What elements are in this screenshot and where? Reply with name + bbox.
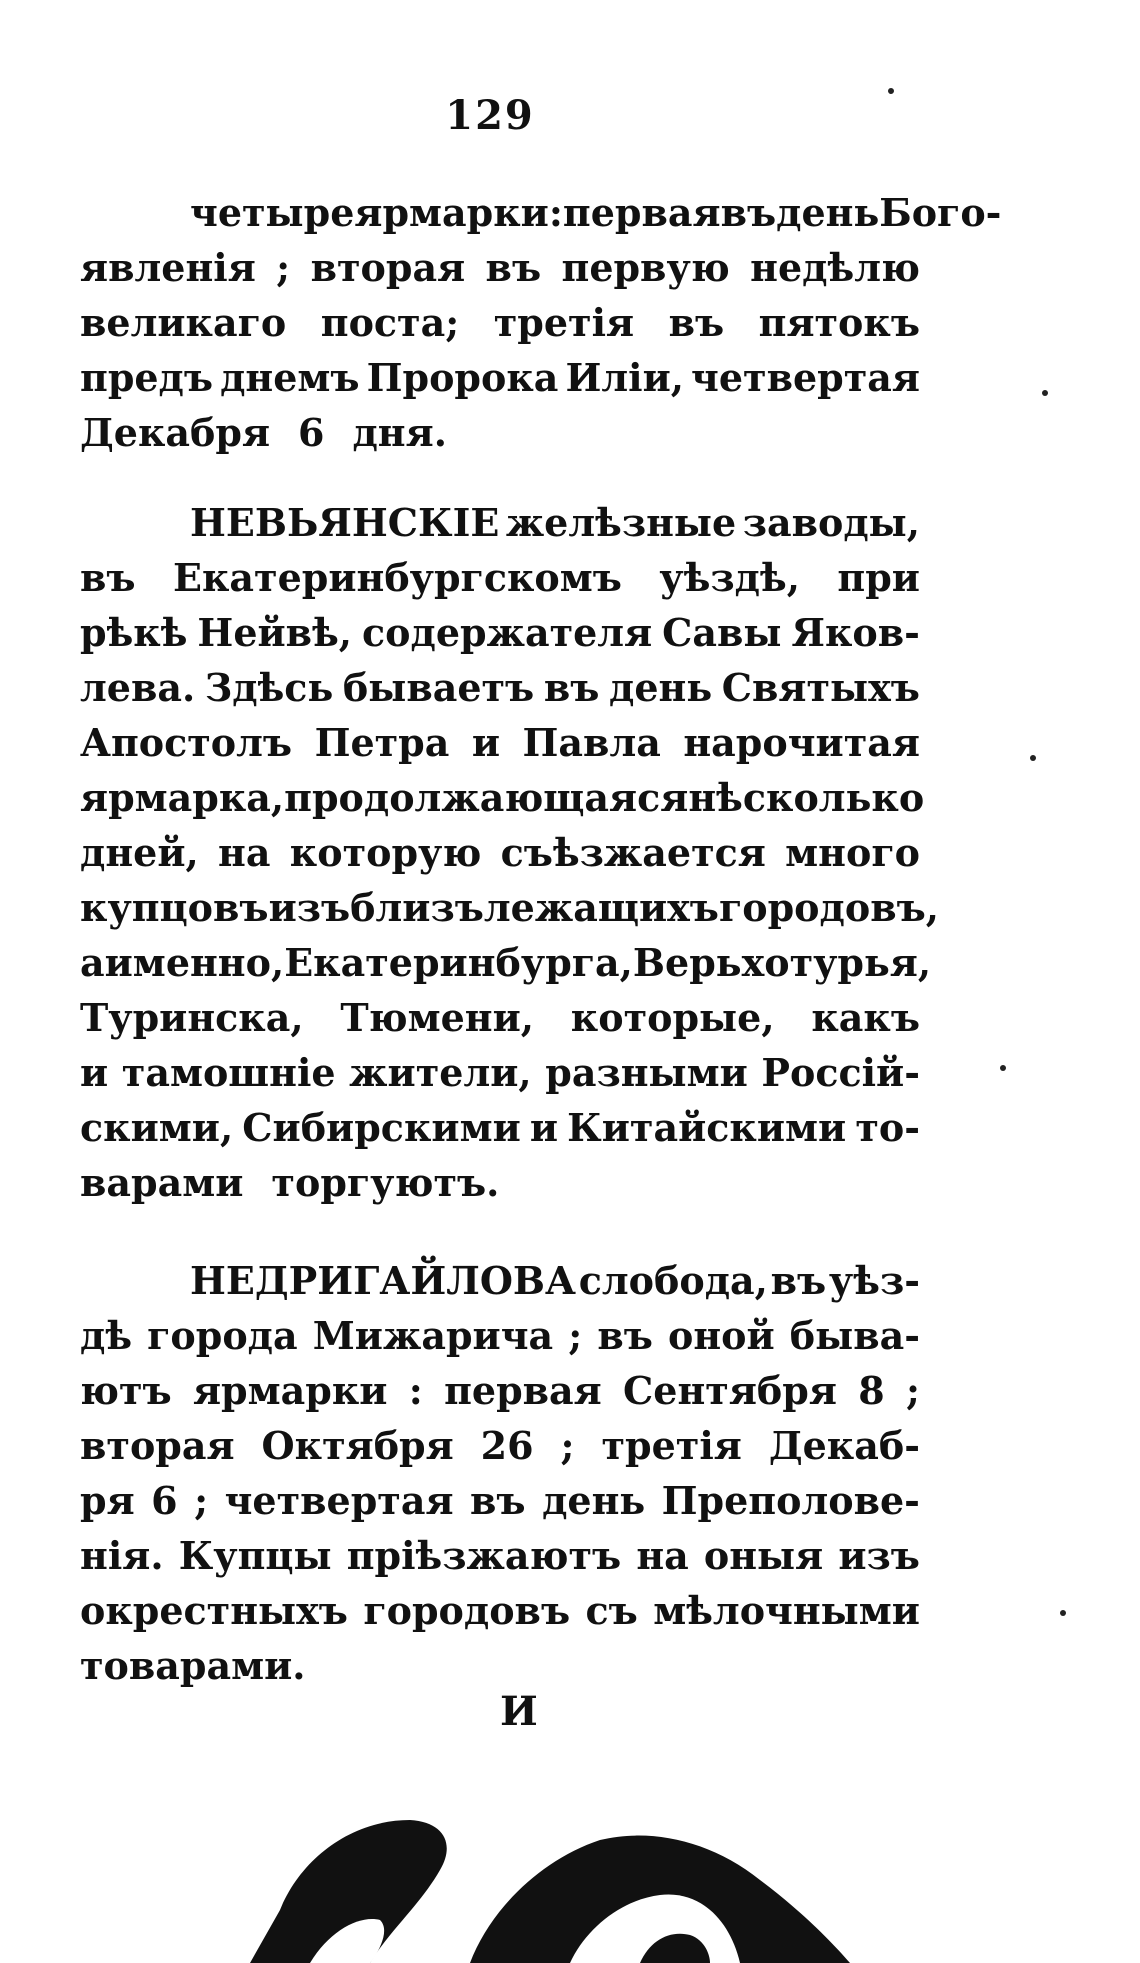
word: разными (545, 1050, 748, 1095)
paragraph-nevyansk-works (80, 500, 939, 1215)
word: которые, (570, 995, 775, 1040)
word: ; (194, 1478, 209, 1523)
word: городовъ (363, 1588, 571, 1633)
word: дней, (80, 830, 199, 875)
text-line (80, 1533, 920, 1588)
word: недѣлю (750, 245, 920, 290)
word: и (80, 1050, 109, 1095)
word: нѣсколько (688, 775, 925, 820)
paragraph-nedrigaylova-sloboda (80, 1258, 920, 1698)
word: ; (568, 1313, 583, 1358)
text-line (80, 1105, 920, 1160)
word: Тюмени, (340, 995, 535, 1040)
word: въ (485, 245, 542, 290)
text-line (80, 1313, 920, 1368)
word: въ (770, 1258, 827, 1303)
word: Декабря (80, 410, 271, 455)
word: ярмарка, (80, 775, 285, 820)
word: Екатеринбурга, (284, 940, 633, 985)
word: оной (667, 1313, 775, 1358)
word: третія (493, 300, 635, 345)
word: Бого- (879, 190, 1002, 235)
word: день (776, 190, 880, 235)
word: ; (276, 245, 291, 290)
word: дня. (352, 410, 447, 455)
word: Октября (261, 1423, 454, 1468)
word: поста; (320, 300, 460, 345)
catchword: И (500, 1688, 538, 1735)
word: 6 (151, 1478, 178, 1523)
word: Павла (522, 720, 661, 765)
word: слобода, (578, 1258, 768, 1303)
paragraph-fairs-intro (80, 190, 1002, 465)
word: Нейвѣ, (197, 610, 353, 655)
word: на (218, 830, 271, 875)
word: ярмарки: (354, 190, 563, 235)
text-line (80, 555, 920, 610)
paper-speck (1030, 755, 1036, 761)
word: пятокъ (758, 300, 920, 345)
text-line (80, 1258, 920, 1313)
word: содержателя (362, 610, 653, 655)
word: четвертая (691, 355, 920, 400)
word: близъ (350, 885, 484, 930)
word: : (408, 1368, 423, 1413)
word: пріѣзжаютъ (346, 1533, 622, 1578)
word: явленія (80, 245, 256, 290)
word: на (636, 1533, 689, 1578)
word: купцовъ (80, 885, 269, 930)
word: четвертая (224, 1478, 454, 1523)
word: въ (668, 300, 725, 345)
text-line (80, 410, 920, 465)
word: заводы, (742, 500, 920, 545)
word: 26 (480, 1423, 534, 1468)
text-line (80, 1050, 920, 1105)
word: ря (80, 1478, 135, 1523)
word: ютъ (80, 1368, 172, 1413)
word: и (529, 1105, 559, 1150)
word: Сибирскими (242, 1105, 521, 1150)
text-line (80, 1160, 920, 1215)
word: торгуютъ. (271, 1160, 500, 1205)
word: окрестныхъ (80, 1588, 348, 1633)
word: 6 (298, 410, 325, 455)
paper-speck (888, 88, 894, 94)
ink-blot-decoration (240, 1790, 920, 1963)
text-line (80, 355, 920, 410)
word: въ (80, 555, 136, 600)
word: Китайскими (567, 1105, 847, 1150)
word: Сентября (623, 1368, 837, 1413)
word: днемъ (220, 355, 360, 400)
paper-speck (1000, 1065, 1006, 1071)
word: продолжающаяся (284, 775, 689, 820)
word: дѣ (80, 1313, 133, 1358)
word: НЕВЬЯНСКІЕ (190, 500, 500, 545)
word: лева. (80, 665, 196, 710)
word: Туринска, (80, 995, 304, 1040)
text-line (80, 665, 920, 720)
paper-speck (1042, 390, 1048, 396)
text-line (80, 1588, 920, 1643)
word: именно, (104, 940, 285, 985)
word: бываетъ (342, 665, 535, 710)
word: городовъ, (718, 885, 939, 930)
paper-speck (1060, 1610, 1066, 1616)
word: день (542, 1478, 646, 1523)
word: въ (597, 1313, 653, 1358)
word: Здѣсь (204, 665, 334, 710)
text-line (80, 830, 920, 885)
word: вторая (80, 1423, 235, 1468)
word: изъ (838, 1533, 920, 1578)
word: 8 (858, 1368, 885, 1413)
word: ; (560, 1423, 575, 1468)
word: Иліи, (565, 355, 684, 400)
text-line (80, 1368, 920, 1423)
word: Мижарича (312, 1313, 554, 1358)
word: Декаб- (768, 1423, 920, 1468)
word: Верьхотурья, (632, 940, 932, 985)
word: ; (905, 1368, 920, 1413)
word: какъ (811, 995, 920, 1040)
word: тамошніе (121, 1050, 336, 1095)
word: первая (562, 190, 721, 235)
word: города (147, 1313, 298, 1358)
word: ярмарки (192, 1368, 388, 1413)
word: товарами. (80, 1643, 306, 1688)
word: НЕДРИГАЙЛОВА (190, 1258, 576, 1303)
text-line (80, 500, 920, 555)
word: Яков- (791, 610, 920, 655)
word: великаго (80, 300, 287, 345)
word: первую (561, 245, 730, 290)
text-line (80, 190, 1002, 245)
word: Екатеринбургскомъ (173, 555, 622, 600)
word: въ (720, 190, 777, 235)
word: при (837, 555, 920, 600)
text-line (80, 995, 920, 1050)
word: Святыхъ (721, 665, 920, 710)
word: Петра (314, 720, 450, 765)
word: нарочитая (683, 720, 920, 765)
word: Купцы (178, 1533, 332, 1578)
word: быва- (789, 1313, 920, 1358)
word: мѣлочными (653, 1588, 920, 1633)
text-line (80, 720, 920, 775)
word: Россій- (761, 1050, 920, 1095)
word: много (785, 830, 920, 875)
text-line (80, 940, 932, 995)
text-line (80, 610, 920, 665)
word: вторая (310, 245, 466, 290)
word: въ (470, 1478, 526, 1523)
word: третія (601, 1423, 742, 1468)
text-line (80, 775, 925, 830)
word: предъ (80, 355, 214, 400)
text-line (80, 300, 920, 355)
word: желѣзные (505, 500, 737, 545)
word: Преполове- (661, 1478, 920, 1523)
word: Апостолъ (80, 720, 293, 765)
word: лежащихъ (483, 885, 719, 930)
word: нія. (80, 1533, 164, 1578)
word: въ (543, 665, 600, 710)
text-line (80, 245, 920, 300)
text-line (80, 1423, 920, 1478)
word: Пророка (366, 355, 559, 400)
word: первая (444, 1368, 602, 1413)
text-line (80, 1478, 920, 1533)
text-line (80, 885, 939, 940)
word: рѣкѣ (80, 610, 188, 655)
word: день (609, 665, 713, 710)
page-number: 129 (445, 92, 535, 139)
word: а (80, 940, 105, 985)
word: съ (585, 1588, 638, 1633)
word: жители, (349, 1050, 532, 1095)
word: Савы (662, 610, 782, 655)
word: уѣздѣ, (659, 555, 800, 600)
word: варами (80, 1160, 244, 1205)
word: уѣз- (828, 1258, 920, 1303)
word: то- (855, 1105, 920, 1150)
word: оныя (703, 1533, 824, 1578)
word: четыре (190, 190, 355, 235)
word: и (471, 720, 501, 765)
word: скими, (80, 1105, 234, 1150)
word: которую (289, 830, 482, 875)
word: съѣзжается (500, 830, 766, 875)
word: изъ (268, 885, 351, 930)
